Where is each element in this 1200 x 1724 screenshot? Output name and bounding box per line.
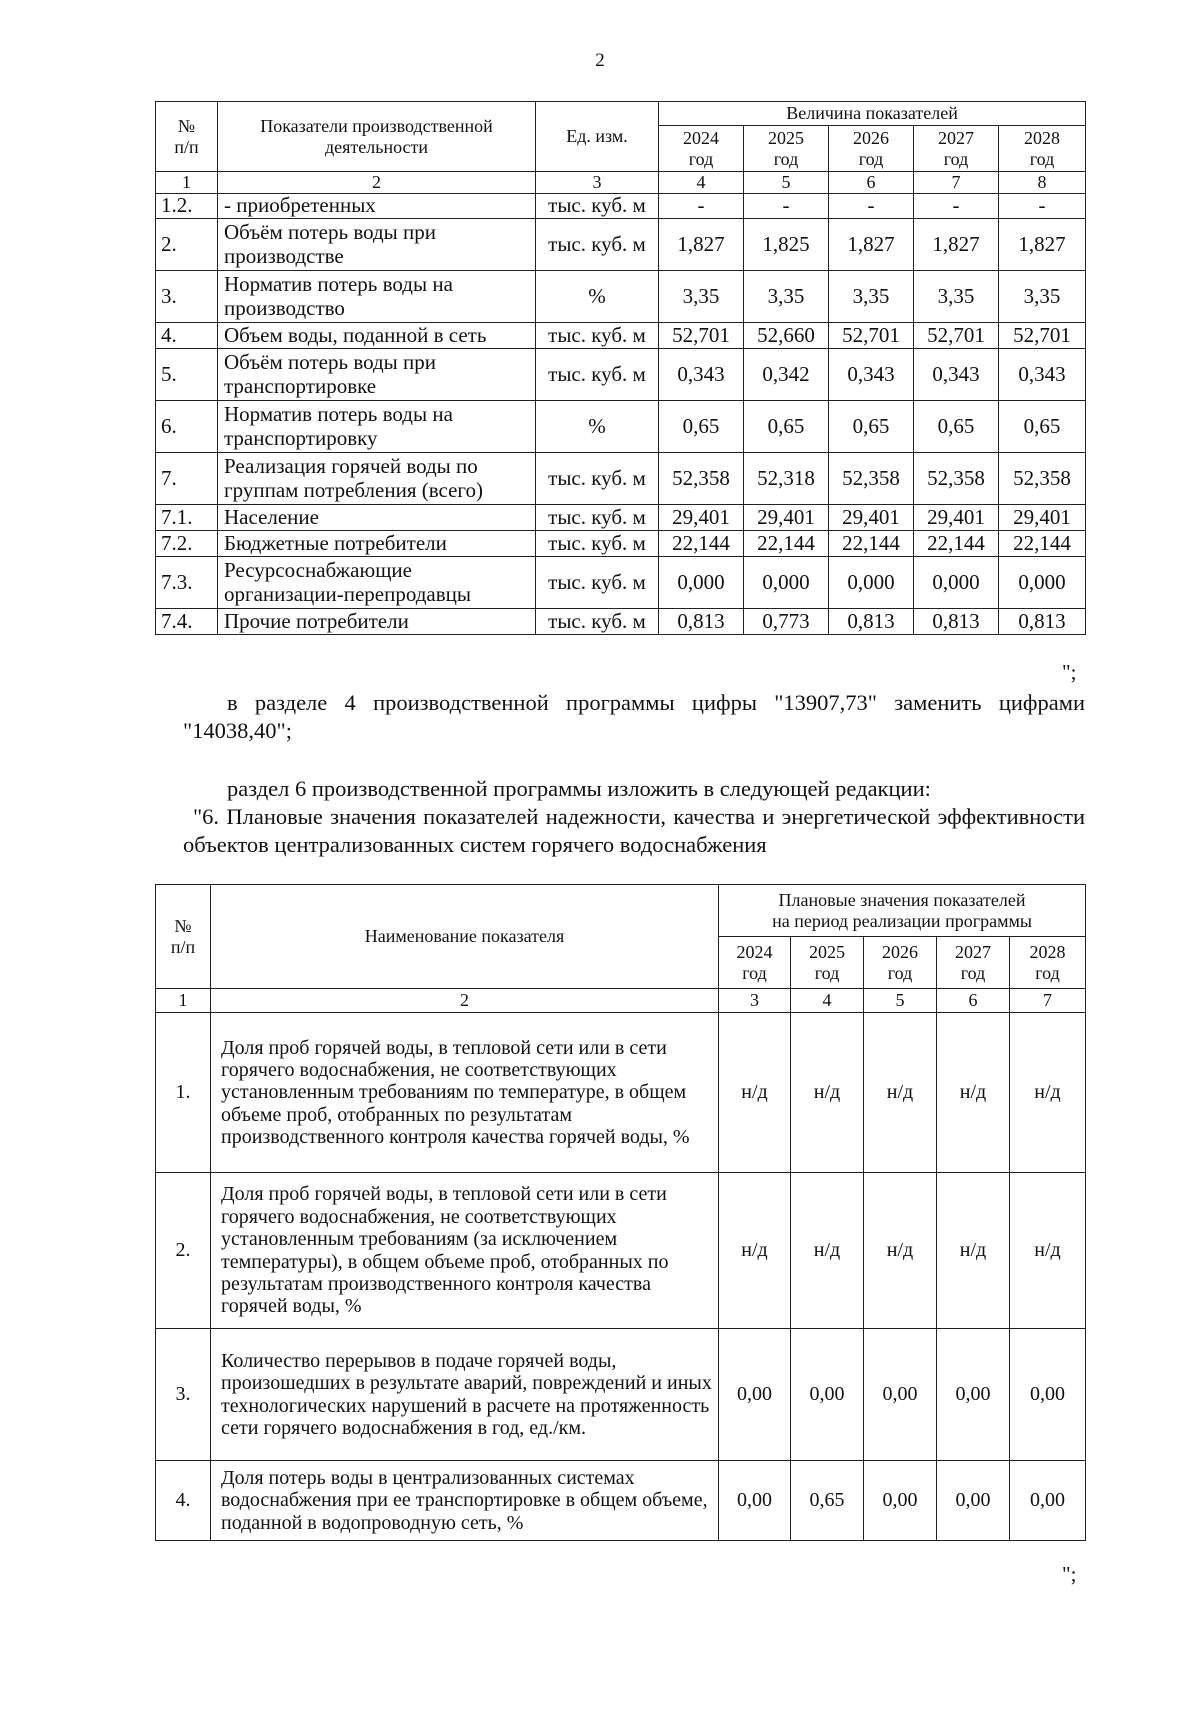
row-value: 22,144 (999, 531, 1086, 557)
row-value: 0,00 (1010, 1329, 1086, 1461)
row-value: 0,813 (914, 609, 999, 635)
col-number: 1 (156, 172, 218, 194)
row-unit: тыс. куб. м (536, 505, 659, 531)
table1-closing-quote: "; (1062, 660, 1077, 684)
page-number: 2 (595, 50, 605, 71)
row-unit: % (536, 271, 659, 323)
row-unit: тыс. куб. м (536, 349, 659, 401)
table-row (156, 609, 1086, 635)
row-number: 4. (156, 323, 218, 349)
row-unit: тыс. куб. м (536, 323, 659, 349)
row-number: 2. (156, 219, 218, 271)
row-number: 1. (156, 1013, 211, 1173)
row-value: 22,144 (914, 531, 999, 557)
column-numbers-row (156, 172, 1086, 194)
row-value: н/д (1010, 1013, 1086, 1173)
row-indicator: Объём потерь воды при транспортировке (218, 349, 536, 401)
header-unit: Ед. изм. (536, 102, 659, 172)
col-number: 3 (536, 172, 659, 194)
col-number: 6 (829, 172, 914, 194)
row-value: 3,35 (744, 271, 829, 323)
row-value: н/д (719, 1173, 791, 1329)
row-value: - (999, 194, 1086, 219)
row-number: 5. (156, 349, 218, 401)
row-value: 0,65 (829, 401, 914, 453)
header-no: № п/п (156, 102, 218, 172)
col-number: 5 (744, 172, 829, 194)
col-number: 3 (719, 989, 791, 1013)
row-unit: тыс. куб. м (536, 453, 659, 505)
row-number: 6. (156, 401, 218, 453)
row-value: 0,00 (864, 1461, 937, 1541)
row-indicator: Количество перерывов в подаче горячей воды, произошедших в результате аварий, повреждений и иных технологических нарушений в расчете на протяженность сети горячего водоснабжения в год, ед./км. (211, 1329, 719, 1461)
table-row (156, 1013, 1086, 1173)
row-value: 0,343 (914, 349, 999, 401)
row-value: 0,65 (999, 401, 1086, 453)
row-value: 52,318 (744, 453, 829, 505)
header-year: 2026 год (864, 937, 937, 989)
row-unit: тыс. куб. м (536, 557, 659, 609)
table2-closing-quote: "; (1062, 1562, 1077, 1586)
header-indicator: Показатели производственной деятельности (218, 102, 536, 172)
row-value: н/д (937, 1013, 1010, 1173)
table-row (156, 194, 1086, 219)
row-value: 1,827 (999, 219, 1086, 271)
row-value: 3,35 (829, 271, 914, 323)
table-row (156, 1173, 1086, 1329)
table-header-row (156, 102, 1086, 126)
row-value: 0,813 (999, 609, 1086, 635)
row-value: 22,144 (744, 531, 829, 557)
header-year: 2028 год (999, 126, 1086, 172)
row-value: н/д (719, 1013, 791, 1173)
row-value: 0,00 (719, 1329, 791, 1461)
row-value: 0,813 (659, 609, 744, 635)
row-value: 0,00 (864, 1329, 937, 1461)
row-value: 1,827 (914, 219, 999, 271)
table-row (156, 1329, 1086, 1461)
row-unit: тыс. куб. м (536, 219, 659, 271)
row-value: 0,00 (937, 1461, 1010, 1541)
header-year: 2024 год (659, 126, 744, 172)
header-values-group: Величина показателей (659, 102, 1086, 126)
row-value: н/д (864, 1173, 937, 1329)
col-number: 1 (156, 989, 211, 1013)
row-unit: % (536, 401, 659, 453)
table-row (156, 323, 1086, 349)
col-number: 4 (791, 989, 864, 1013)
row-value: 3,35 (914, 271, 999, 323)
row-indicator: Норматив потерь воды на производство (218, 271, 536, 323)
row-value: 52,358 (999, 453, 1086, 505)
col-number: 7 (1010, 989, 1086, 1013)
row-indicator: Объем воды, поданной в сеть (218, 323, 536, 349)
row-value: 52,358 (659, 453, 744, 505)
row-value: 0,00 (1010, 1461, 1086, 1541)
row-value: 0,813 (829, 609, 914, 635)
row-number: 7.1. (156, 505, 218, 531)
row-value: 0,343 (659, 349, 744, 401)
header-year: 2027 год (914, 126, 999, 172)
header-year: 2025 год (744, 126, 829, 172)
header-year: 2025 год (791, 937, 864, 989)
header-name: Наименование показателя (211, 885, 719, 989)
row-indicator: Прочие потребители (218, 609, 536, 635)
row-value: н/д (937, 1173, 1010, 1329)
table-row (156, 1461, 1086, 1541)
row-value: 29,401 (999, 505, 1086, 531)
row-value: 52,701 (914, 323, 999, 349)
row-value: 0,00 (719, 1461, 791, 1541)
row-value: 29,401 (744, 505, 829, 531)
row-value: 0,000 (659, 557, 744, 609)
header-year: 2028 год (1010, 937, 1086, 989)
row-value: - (744, 194, 829, 219)
col-number: 8 (999, 172, 1086, 194)
row-indicator: Доля проб горячей воды, в тепловой сети или в сети горячего водоснабжения, не соответствующих установленным требованиям по температуре, в общем объеме проб, отобранных по результатам производственного контроля качества горячей воды, % (211, 1013, 719, 1173)
row-value: 52,358 (914, 453, 999, 505)
row-indicator: - приобретенных (218, 194, 536, 219)
row-indicator: Норматив потерь воды на транспортировку (218, 401, 536, 453)
row-value: 52,701 (999, 323, 1086, 349)
row-value: 0,00 (791, 1329, 864, 1461)
row-value: - (829, 194, 914, 219)
row-value: 29,401 (914, 505, 999, 531)
table-row (156, 401, 1086, 453)
header-values-group: Плановые значения показателей на период реализации программы (719, 885, 1086, 937)
row-value: 0,342 (744, 349, 829, 401)
row-indicator: Бюджетные потребители (218, 531, 536, 557)
row-number: 7.2. (156, 531, 218, 557)
row-value: н/д (1010, 1173, 1086, 1329)
row-value: - (914, 194, 999, 219)
row-indicator: Население (218, 505, 536, 531)
paragraph-section-6-title: "6. Плановые значения показателей надежности, качества и энергетической эффективности объектов централизованных систем горячего водоснабжения (183, 804, 1085, 858)
col-number: 6 (937, 989, 1010, 1013)
row-value: н/д (791, 1173, 864, 1329)
table-row (156, 505, 1086, 531)
col-number: 5 (864, 989, 937, 1013)
col-number: 7 (914, 172, 999, 194)
col-number: 2 (218, 172, 536, 194)
row-unit: тыс. куб. м (536, 609, 659, 635)
row-number: 7.4. (156, 609, 218, 635)
table-row (156, 531, 1086, 557)
row-indicator: Ресурсоснабжающие организации-перепродавцы (218, 557, 536, 609)
row-value: 52,660 (744, 323, 829, 349)
row-number: 7.3. (156, 557, 218, 609)
row-number: 2. (156, 1173, 211, 1329)
planned-indicators-table (155, 884, 1086, 1541)
row-value: 3,35 (999, 271, 1086, 323)
col-number: 2 (211, 989, 719, 1013)
row-value: 0,000 (744, 557, 829, 609)
row-indicator: Объём потерь воды при производстве (218, 219, 536, 271)
row-number: 3. (156, 271, 218, 323)
row-value: 0,343 (999, 349, 1086, 401)
paragraph-section-6-intro: раздел 6 производственной программы изложить в следующей редакции: (227, 776, 931, 801)
row-value: 0,343 (829, 349, 914, 401)
row-value: 29,401 (659, 505, 744, 531)
row-value: 1,827 (829, 219, 914, 271)
header-no: № п/п (156, 885, 211, 989)
row-value: н/д (791, 1013, 864, 1173)
row-value: 1,825 (744, 219, 829, 271)
row-value: 29,401 (829, 505, 914, 531)
row-value: 0,65 (744, 401, 829, 453)
row-value: - (659, 194, 744, 219)
row-value: 0,000 (829, 557, 914, 609)
row-value: 3,35 (659, 271, 744, 323)
row-indicator: Доля проб горячей воды, в тепловой сети или в сети горячего водоснабжения, не соответствующих установленным требованиям (за исключением температуры), в общем объеме проб, отобранных по результатам производственного контроля качества горячей воды, % (211, 1173, 719, 1329)
row-value: 0,773 (744, 609, 829, 635)
row-value: 52,701 (829, 323, 914, 349)
row-value: 0,65 (659, 401, 744, 453)
row-value: 0,65 (914, 401, 999, 453)
paragraph-section-4: в разделе 4 производственной программы цифры "13907,73" заменить цифрами "14038,40"; (183, 690, 1085, 744)
row-value: 22,144 (829, 531, 914, 557)
row-value: 0,00 (937, 1329, 1010, 1461)
row-number: 4. (156, 1461, 211, 1541)
column-numbers-row (156, 989, 1086, 1013)
row-number: 3. (156, 1329, 211, 1461)
table-row (156, 271, 1086, 323)
header-year: 2024 год (719, 937, 791, 989)
row-value: н/д (864, 1013, 937, 1173)
table-row (156, 219, 1086, 271)
row-value: 0,000 (914, 557, 999, 609)
header-year: 2026 год (829, 126, 914, 172)
row-indicator: Доля потерь воды в централизованных системах водоснабжения при ее транспортировке в общем объеме, поданной в водопроводную сеть, % (211, 1461, 719, 1541)
row-indicator: Реализация горячей воды по группам потребления (всего) (218, 453, 536, 505)
row-unit: тыс. куб. м (536, 194, 659, 219)
row-value: 22,144 (659, 531, 744, 557)
row-number: 1.2. (156, 194, 218, 219)
table-header-row (156, 885, 1086, 937)
row-value: 1,827 (659, 219, 744, 271)
row-value: 52,358 (829, 453, 914, 505)
row-value: 0,000 (999, 557, 1086, 609)
table-row (156, 453, 1086, 505)
row-unit: тыс. куб. м (536, 531, 659, 557)
table-row (156, 557, 1086, 609)
row-value: 0,65 (791, 1461, 864, 1541)
row-number: 7. (156, 453, 218, 505)
table-row (156, 349, 1086, 401)
row-value: 52,701 (659, 323, 744, 349)
header-year: 2027 год (937, 937, 1010, 989)
production-indicators-table (155, 101, 1086, 635)
col-number: 4 (659, 172, 744, 194)
